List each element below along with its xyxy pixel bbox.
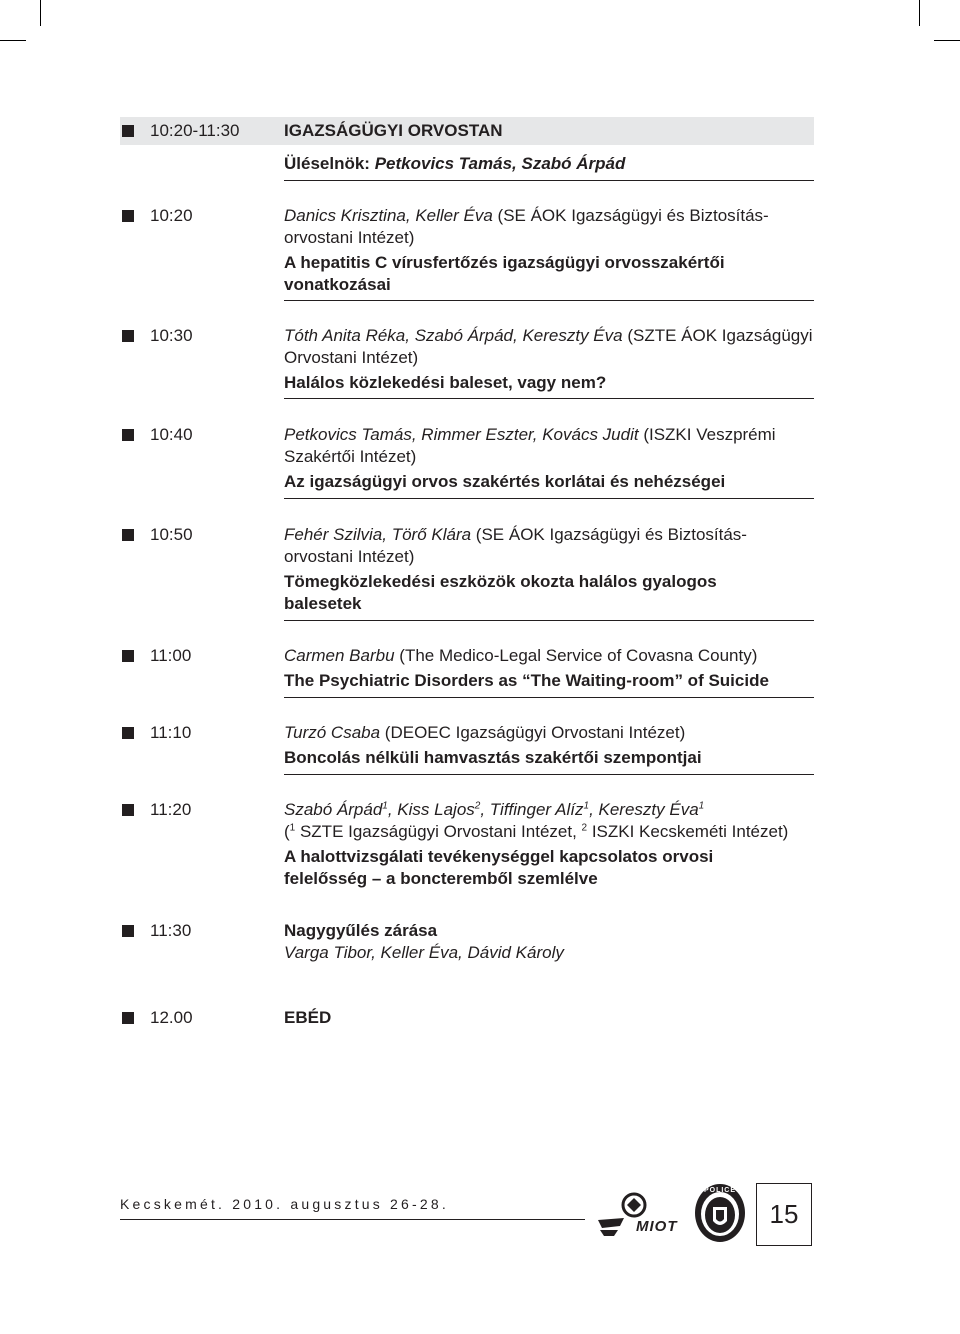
author-name: Szabó Árpád [284, 800, 383, 819]
talk-affiliation: (ISZKI Veszprémi Szakértői Intézet) [284, 425, 776, 466]
footer-event-text: Kecskemét. 2010. augusztus 26-28. [120, 1196, 449, 1212]
author-sup: 1 [583, 800, 590, 812]
aff-text: ISZKI Kecskeméti Intézet) [587, 822, 789, 841]
session-title: IGAZSÁGÜGYI ORVOSTAN [284, 121, 503, 140]
page-number: 15 [756, 1183, 812, 1246]
square-bullet-icon [122, 925, 134, 937]
talk-authors [284, 799, 814, 821]
author-name: , Keresztу Éva [589, 800, 699, 819]
square-bullet-icon [122, 727, 134, 739]
talk-authors: Carmen Barbu [284, 646, 395, 665]
talk-entry [284, 722, 814, 769]
divider [284, 774, 814, 775]
talk-time: 10:30 [150, 326, 193, 345]
session-chairs [284, 153, 814, 175]
talk-title: Halálos közlekedési baleset, vagy nem? [284, 373, 607, 392]
talk-title: Az igazságügyi orvos szakértés korlátai és nehézségei [284, 472, 726, 491]
talk-authors: Fehér Szilvia, Törő Klára [284, 525, 472, 544]
talk-time: 11:30 [150, 921, 192, 940]
closing-entry [284, 920, 814, 964]
closing-names: Varga Tibor, Keller Éva, Dávid Károly [284, 943, 564, 962]
talk-entry [284, 645, 814, 692]
divider [284, 180, 814, 181]
talk-affiliation: (The Medico-Legal Service of Covasna County) [394, 646, 758, 665]
miot-logo-text: MIOT [636, 1218, 678, 1235]
square-bullet-icon [122, 650, 134, 662]
talk-authors: Turzó Csaba [284, 723, 381, 742]
crop-mark [40, 0, 41, 26]
talk-affiliation: (SZTE ÁOK Igazságügyi Orvostani Intézet) [284, 326, 813, 367]
author-sup: 1 [382, 800, 388, 812]
chairs-label: Üléselnök: [284, 154, 375, 173]
talk-time: 10:20 [150, 206, 193, 225]
talk-authors: Danics Krisztina, Keller Éva [284, 206, 493, 225]
miot-logo [596, 1190, 684, 1240]
talk-entry [284, 205, 814, 296]
aff-sup: 1 [289, 822, 296, 834]
talk-entry [284, 424, 814, 493]
aff-sup: 2 [581, 822, 588, 834]
talk-time: 11:00 [150, 646, 192, 665]
talk-time: 11:20 [150, 800, 192, 819]
talk-authors: Tóth Anita Réka, Szabó Árpád, Keresztу Éva [284, 326, 623, 345]
talk-title: The Psychiatric Disorders as “The Waiting-room” of Suicide [284, 671, 769, 690]
talk-title: Tömegközlekedési eszközök okozta halálos gyalogos balesetek [284, 572, 717, 613]
police-logo [694, 1183, 746, 1243]
session-time: 10:20-11:30 [150, 121, 240, 140]
talk-time: 10:40 [150, 425, 193, 444]
crop-mark [934, 40, 960, 41]
aff-paren: ( [284, 822, 290, 841]
talk-time: 11:10 [150, 723, 192, 742]
square-bullet-icon [122, 125, 134, 137]
divider [284, 697, 814, 698]
square-bullet-icon [122, 529, 134, 541]
talk-affiliation [284, 821, 814, 843]
talk-entry [284, 524, 814, 615]
divider [284, 620, 814, 621]
talk-entry [284, 325, 814, 394]
closing-title: Nagygyűlés zárása [284, 921, 438, 940]
talk-affiliation: (SE ÁOK Igazságügyi és Biztosítás-orvostani Intézet) [284, 206, 769, 247]
author-name: , Tiffinger Alíz [480, 800, 584, 819]
talk-affiliation: (SE ÁOK Igazságügyi és Biztosítás-orvostani Intézet) [284, 525, 747, 566]
police-logo-text: POLICE [703, 1187, 737, 1194]
talk-title: Boncolás nélküli hamvasztás szakértői szempontjai [284, 748, 702, 767]
talk-entry [284, 799, 814, 890]
author-name: , Kiss Lajos [387, 800, 475, 819]
lunch-title: EBÉD [284, 1008, 332, 1027]
crop-mark [919, 0, 920, 26]
square-bullet-icon [122, 429, 134, 441]
lunch-time: 12.00 [150, 1008, 193, 1027]
talk-time: 10:50 [150, 525, 193, 544]
square-bullet-icon [122, 330, 134, 342]
author-sup: 2 [474, 800, 481, 812]
square-bullet-icon [122, 1012, 134, 1024]
talk-title: A halottvizsgálati tevékenységgel kapcsolatos orvosi felelősség – a boncteremből szemlélve [284, 847, 714, 888]
talk-authors: Petkovics Tamás, Rimmer Eszter, Kovács Judit [284, 425, 639, 444]
chairs-names: Petkovics Tamás, Szabó Árpád [374, 154, 626, 173]
author-sup: 1 [698, 800, 705, 812]
divider [284, 300, 814, 301]
talk-title: A hepatitis C vírusfertőzés igazságügyi orvosszakértői vonatkozásai [284, 253, 725, 294]
crop-mark [0, 40, 26, 41]
square-bullet-icon [122, 210, 134, 222]
divider [284, 498, 814, 499]
talk-affiliation: (DEOEC Igazságügyi Orvostani Intézet) [380, 723, 686, 742]
aff-text: SZTE Igazságügyi Orvostani Intézet, [295, 822, 582, 841]
footer-rule [120, 1219, 585, 1220]
square-bullet-icon [122, 804, 134, 816]
divider [284, 398, 814, 399]
